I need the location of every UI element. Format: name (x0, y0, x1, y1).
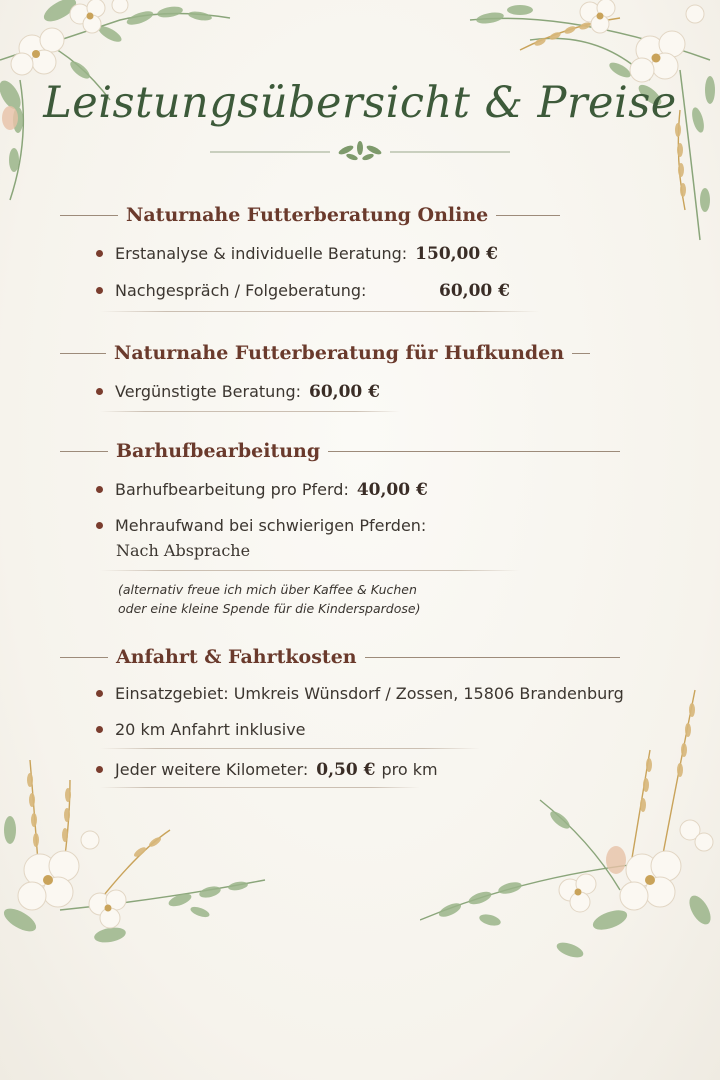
info-row-inklusive (96, 720, 306, 739)
bullet-icon (96, 250, 103, 257)
section-heading-label: Naturnahe Futterberatung Online (126, 204, 489, 226)
item-price: 150,00 € (415, 244, 498, 264)
price-row-kilometer (96, 760, 438, 780)
bullet-icon (96, 726, 103, 733)
item-price: 60,00 € (439, 281, 510, 301)
bullet-icon (96, 766, 103, 773)
price-row-verguenstigt (96, 382, 380, 402)
title-ornament (210, 140, 510, 164)
section-heading-label: Anfahrt & Fahrtkosten (116, 646, 357, 668)
price-row-mehraufwand (96, 516, 426, 535)
item-suffix: pro km (381, 760, 438, 779)
section-heading-barhuf (60, 436, 620, 466)
price-row-folgeberatung (96, 281, 510, 301)
divider (100, 787, 420, 788)
section-heading-label: Naturnahe Futterberatung für Hufkunden (114, 342, 565, 364)
divider (100, 311, 540, 312)
bullet-icon (96, 388, 103, 395)
item-label: Nachgespräch / Folgeberatung: (115, 281, 367, 300)
item-price: 40,00 € (356, 480, 428, 500)
note-line: oder eine kleine Spende für die Kinderspardose) (118, 601, 421, 616)
item-label: Einsatzgebiet: Umkreis Wünsdorf / Zossen, 15806 Brandenburg (115, 684, 624, 703)
bullet-icon (96, 287, 103, 294)
item-label: Vergünstigte Beratung: (115, 382, 301, 401)
divider (100, 570, 520, 571)
item-label: Jeder weitere Kilometer: (115, 760, 309, 779)
note-text (118, 580, 420, 618)
floral-bottom-right-decoration (420, 670, 720, 990)
section-heading-online-beratung (60, 200, 620, 230)
info-row-einsatzgebiet (96, 684, 624, 703)
item-sub-label: Nach Absprache (116, 541, 251, 560)
item-label: Mehraufwand bei schwierigen Pferden: (115, 516, 427, 535)
note-line: (alternativ freue ich mich über Kaffee & Kuchen (118, 582, 417, 597)
bullet-icon (96, 486, 103, 493)
price-row-erstanalyse (96, 244, 498, 264)
price-row-barhufbearbeitung (96, 480, 428, 500)
bullet-icon (96, 690, 103, 697)
item-label: Barhufbearbeitung pro Pferd: (115, 480, 349, 499)
page-title: Leistungsübersicht & Preise (43, 78, 677, 128)
section-heading-hufkunden (60, 338, 620, 368)
bullet-icon (96, 522, 103, 529)
section-heading-label: Barhufbearbeitung (116, 440, 321, 462)
item-price: 0,50 € (316, 760, 376, 780)
item-price: 60,00 € (309, 382, 380, 402)
section-heading-anfahrt (60, 642, 620, 672)
item-label: Erstanalyse & individuelle Beratung: (115, 244, 408, 263)
divider (100, 748, 480, 749)
divider (100, 411, 400, 412)
item-label: 20 km Anfahrt inklusive (115, 720, 306, 739)
